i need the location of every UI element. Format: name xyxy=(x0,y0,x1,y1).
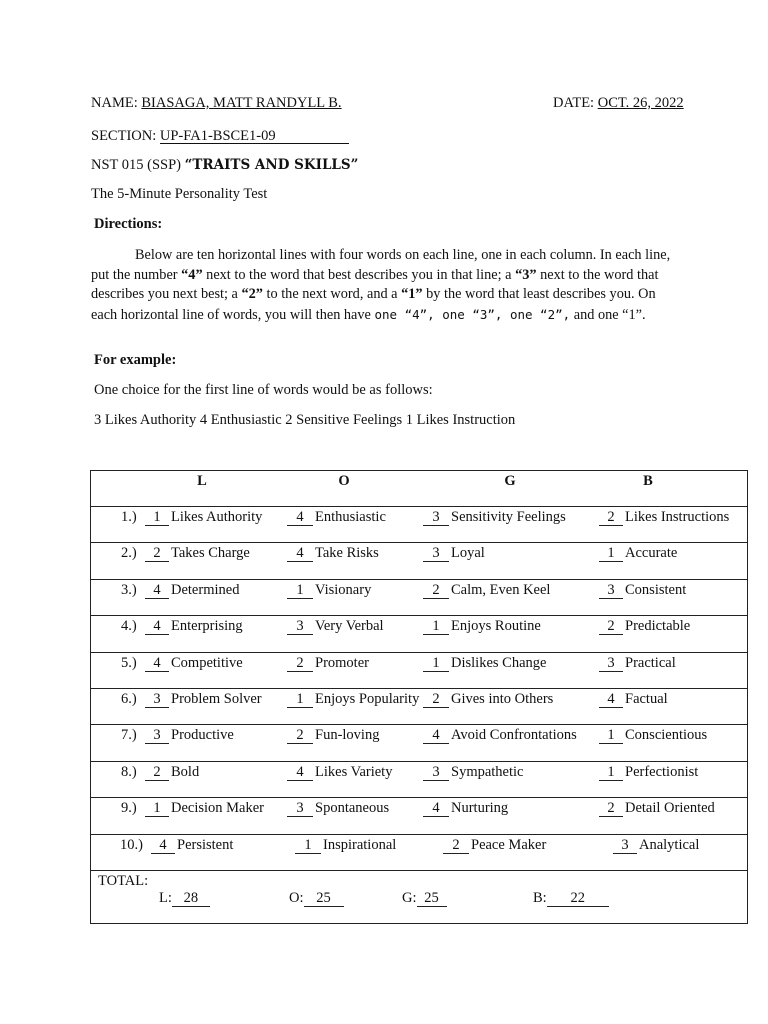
row-8-o-entry xyxy=(287,764,392,781)
rank-value: 4 xyxy=(599,692,623,708)
personality-table xyxy=(90,470,748,924)
row-10-b-entry xyxy=(613,837,699,854)
trait-word: Nurturing xyxy=(451,800,509,817)
rank-value: 3 xyxy=(599,656,623,672)
trait-word: Calm, Even Keel xyxy=(451,581,551,598)
rank-value: 2 xyxy=(423,692,449,708)
trait-word: Enterprising xyxy=(171,618,243,635)
rank-value: 2 xyxy=(443,838,469,854)
trait-word: Very Verbal xyxy=(315,618,384,635)
row-7-o-entry xyxy=(287,727,379,744)
trait-word: Accurate xyxy=(625,545,678,562)
course-title: “TRAITS AND SKILLS” xyxy=(184,157,359,173)
total-g: G: 25 xyxy=(402,890,447,907)
course-prefix: NST 015 (SSP) xyxy=(91,157,181,173)
course-line xyxy=(91,157,358,174)
row-5-l-entry xyxy=(145,655,243,672)
total-b: B: 22 xyxy=(533,890,609,907)
row-3-b-entry xyxy=(599,582,686,599)
date-value: OCT. 26, 2022 xyxy=(597,95,684,111)
rank-value: 4 xyxy=(287,765,313,781)
trait-word: Likes Variety xyxy=(315,763,393,780)
trait-word: Promoter xyxy=(315,654,369,671)
row-6-b-entry xyxy=(599,691,668,708)
rank-value: 3 xyxy=(423,765,449,781)
trait-word: Conscientious xyxy=(625,727,708,744)
rank-value: 4 xyxy=(145,656,169,672)
date-label: DATE: xyxy=(553,95,595,111)
row-2-o-entry xyxy=(287,545,379,562)
rank-value: 4 xyxy=(287,546,313,562)
row-divider xyxy=(91,579,747,580)
column-header-o: O xyxy=(338,473,350,489)
rank-value: 3 xyxy=(599,583,623,599)
directions-paragraph: Below are ten horizontal lines with four words on each line, one in each column. In each line, put the number “4” next to the word that best describes you in that line; a “3” next to the word that describes you next best; a “2” to the next word, and a “1” by the word that least describes you. On each horizontal line of words, you will then have one “4”, one “3”, one “2”, and one “1”. xyxy=(91,247,671,323)
row-5-b-entry xyxy=(599,655,676,672)
trait-word: Visionary xyxy=(315,581,372,598)
trait-word: Enjoys Popularity xyxy=(315,691,420,707)
row-10-g-entry xyxy=(443,837,546,854)
trait-word: Dislikes Change xyxy=(451,654,547,671)
rank-value: 1 xyxy=(423,619,449,635)
trait-word: Enthusiastic xyxy=(315,509,386,525)
rank-value: 4 xyxy=(287,510,313,526)
row-3-o-entry xyxy=(287,582,371,599)
directions-heading: Directions: xyxy=(94,216,163,232)
example-line-2: 3 Likes Authority 4 Enthusiastic 2 Sensitive Feelings 1 Likes Instruction xyxy=(94,412,516,428)
name-line xyxy=(91,95,342,112)
row-5-o-entry xyxy=(287,655,369,672)
rank-value: 2 xyxy=(599,510,623,526)
rank-value: 3 xyxy=(423,510,449,526)
total-o: O: 25 xyxy=(289,890,344,907)
rank-value: 1 xyxy=(599,765,623,781)
rank-value: 2 xyxy=(287,728,313,744)
row-9-g-entry xyxy=(423,800,508,817)
trait-word: Enjoys Routine xyxy=(451,618,541,635)
example-line-1: One choice for the first line of words would be as follows: xyxy=(94,382,433,398)
rank-value: 4 xyxy=(145,583,169,599)
row-3-l-entry xyxy=(145,582,239,599)
trait-word: Likes Authority xyxy=(171,509,263,525)
row-10-o-entry xyxy=(295,837,396,854)
rank-value: 1 xyxy=(599,728,623,744)
row-number: 1.) xyxy=(121,509,137,525)
row-divider xyxy=(91,542,747,543)
trait-word: Sympathetic xyxy=(451,763,524,780)
row-7-b-entry xyxy=(599,727,707,744)
rank-value: 3 xyxy=(287,801,313,817)
row-5-g-entry xyxy=(423,655,546,672)
trait-word: Perfectionist xyxy=(625,763,699,780)
row-number: 10.) xyxy=(120,836,143,853)
row-number: 8.) xyxy=(121,763,137,780)
total-divider xyxy=(91,870,747,871)
trait-word: Loyal xyxy=(451,545,485,562)
rank-value: 2 xyxy=(599,801,623,817)
row-number: 7.) xyxy=(121,727,137,744)
row-6-g-entry xyxy=(423,691,553,708)
section-label: SECTION: xyxy=(91,128,157,144)
row-divider xyxy=(91,652,747,653)
row-3-g-entry xyxy=(423,582,550,599)
rank-value: 3 xyxy=(287,619,313,635)
row-divider xyxy=(91,615,747,616)
row-7-l-entry xyxy=(145,727,234,744)
rank-value: 1 xyxy=(145,510,169,526)
row-1-o-entry xyxy=(287,509,386,526)
row-1-g-entry xyxy=(423,509,566,526)
row-9-l-entry xyxy=(145,800,264,817)
rank-value: 4 xyxy=(423,801,449,817)
rank-value: 3 xyxy=(145,728,169,744)
row-number: 3.) xyxy=(121,581,137,598)
trait-word: Peace Maker xyxy=(471,836,547,853)
row-number: 2.) xyxy=(121,545,137,562)
row-divider xyxy=(91,761,747,762)
row-number: 4.) xyxy=(121,618,137,635)
test-title: The 5-Minute Personality Test xyxy=(91,186,268,202)
row-8-g-entry xyxy=(423,764,524,781)
column-header-b: B xyxy=(643,473,653,489)
rank-value: 1 xyxy=(287,583,313,599)
rank-value: 1 xyxy=(599,546,623,562)
rank-value: 4 xyxy=(145,619,169,635)
row-4-b-entry xyxy=(599,618,690,635)
trait-word: Competitive xyxy=(171,654,243,671)
example-heading: For example: xyxy=(94,352,177,368)
row-number: 5.) xyxy=(121,654,137,671)
row-9-b-entry xyxy=(599,800,715,817)
row-9-o-entry xyxy=(287,800,389,817)
row-8-l-entry xyxy=(145,764,199,781)
trait-word: Problem Solver xyxy=(171,691,262,707)
row-6-o-entry xyxy=(287,691,419,708)
rank-value: 1 xyxy=(423,656,449,672)
rank-value: 3 xyxy=(423,546,449,562)
row-6-l-entry xyxy=(145,691,262,708)
row-number: 6.) xyxy=(121,691,137,707)
rank-value: 4 xyxy=(151,838,175,854)
row-4-l-entry xyxy=(145,618,243,635)
rank-value: 2 xyxy=(423,583,449,599)
row-divider xyxy=(91,797,747,798)
rank-value: 3 xyxy=(613,838,637,854)
row-divider xyxy=(91,688,747,689)
row-2-l-entry xyxy=(145,545,250,562)
rank-value: 2 xyxy=(599,619,623,635)
row-divider xyxy=(91,506,747,507)
rank-value: 4 xyxy=(423,728,449,744)
trait-word: Determined xyxy=(171,581,240,598)
row-number: 9.) xyxy=(121,800,137,817)
trait-word: Consistent xyxy=(625,581,687,598)
rank-value: 2 xyxy=(145,765,169,781)
section-value: UP-FA1-BSCE1-09 xyxy=(160,129,349,144)
rank-value: 2 xyxy=(145,546,169,562)
total-l: L: 28 xyxy=(159,890,210,907)
row-divider xyxy=(91,834,747,835)
row-8-b-entry xyxy=(599,764,698,781)
trait-word: Likes Instructions xyxy=(625,509,730,525)
trait-word: Detail Oriented xyxy=(625,800,715,817)
column-header-l: L xyxy=(197,473,207,489)
trait-word: Practical xyxy=(625,654,676,671)
rank-value: 1 xyxy=(295,838,321,854)
trait-word: Sensitivity Feelings xyxy=(451,509,566,525)
row-divider xyxy=(91,724,747,725)
row-4-o-entry xyxy=(287,618,384,635)
trait-word: Factual xyxy=(625,691,668,707)
trait-word: Bold xyxy=(171,763,200,780)
rank-value: 3 xyxy=(145,692,169,708)
total-label: TOTAL: xyxy=(98,873,149,889)
rank-value: 1 xyxy=(145,801,169,817)
row-1-l-entry xyxy=(145,509,262,526)
trait-word: Analytical xyxy=(639,836,700,853)
date-line xyxy=(553,95,684,112)
trait-word: Predictable xyxy=(625,618,691,635)
trait-word: Productive xyxy=(171,727,234,744)
row-2-b-entry xyxy=(599,545,677,562)
trait-word: Gives into Others xyxy=(451,691,554,707)
row-2-g-entry xyxy=(423,545,485,562)
rank-value: 2 xyxy=(287,656,313,672)
trait-word: Spontaneous xyxy=(315,800,390,817)
row-4-g-entry xyxy=(423,618,541,635)
name-label: NAME: xyxy=(91,95,138,111)
row-10-l-entry xyxy=(151,837,233,854)
row-7-g-entry xyxy=(423,727,577,744)
rank-value: 1 xyxy=(287,692,313,708)
trait-word: Inspirational xyxy=(323,836,397,853)
name-value: BIASAGA, MATT RANDYLL B. xyxy=(141,95,342,111)
row-1-b-entry xyxy=(599,509,729,526)
section-line xyxy=(91,128,349,145)
trait-word: Take Risks xyxy=(315,545,379,562)
trait-word: Fun-loving xyxy=(315,727,380,744)
trait-word: Persistent xyxy=(177,836,234,853)
column-header-g: G xyxy=(504,473,516,489)
trait-word: Takes Charge xyxy=(171,545,250,562)
trait-word: Decision Maker xyxy=(171,800,265,817)
trait-word: Avoid Confrontations xyxy=(451,727,577,744)
